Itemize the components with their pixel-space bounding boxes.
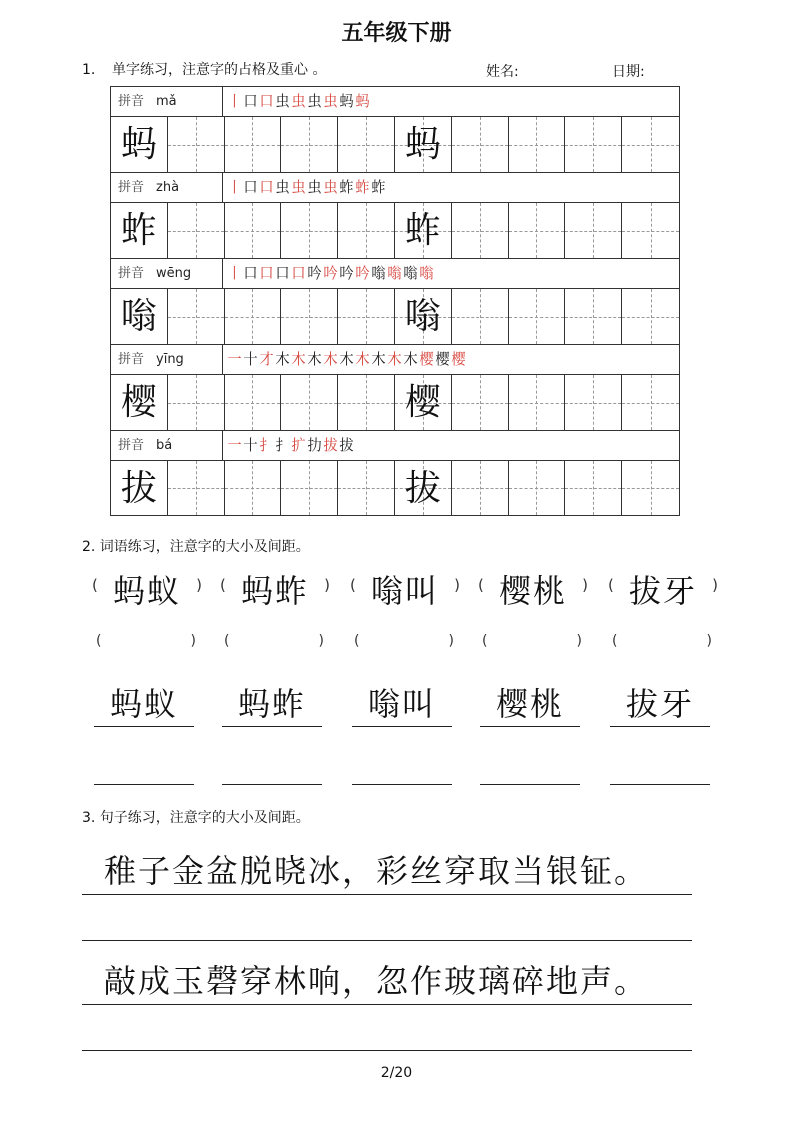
stroke-step: 嗡 [419,264,435,282]
practice-cell[interactable] [338,461,395,515]
pinyin-label-cell [111,259,223,288]
close-paren: ) [324,576,330,594]
stroke-step: 拔 [323,436,339,454]
practice-cell[interactable] [225,203,282,258]
pinyin-answer-blank[interactable] [482,633,582,649]
pinyin-row [110,86,680,116]
pinyin-row [110,172,680,202]
trace-cell[interactable] [395,117,452,172]
stroke-step: 嗡 [387,264,403,282]
practice-cell[interactable] [509,117,566,172]
name-label: 姓名: [486,64,519,80]
stroke-step: 木 [275,350,291,368]
pinyin-value: wēng [156,266,192,281]
stroke-step: 木 [387,350,403,368]
character-row [110,202,680,258]
stroke-step: 口 [259,178,275,196]
page-title: 五年级下册 [341,21,452,46]
open-paren: ( [354,633,360,649]
sentence-trace-line[interactable] [82,894,692,895]
pinyin-label-cell [111,431,223,460]
character-row [110,116,680,172]
model-cell [111,203,168,258]
stroke-order [227,345,467,374]
close-paren: ) [576,633,582,649]
practice-cell[interactable] [509,289,566,344]
word-writing-line[interactable] [222,784,322,785]
stroke-step: 口 [243,178,259,196]
pinyin-row [110,430,680,460]
stroke-step: 吟 [307,264,323,282]
stroke-step: 木 [403,350,419,368]
close-paren: ) [448,633,454,649]
practice-cell[interactable] [338,203,395,258]
stroke-step: 丨 [227,92,243,110]
page-number: 2/20 [380,1065,413,1081]
model-character: 蚂 [120,124,157,165]
pinyin-label: 拼音 [118,266,145,281]
character-row [110,374,680,430]
open-paren: ( [220,576,226,594]
close-paren: ) [190,633,196,649]
trace-character: 蚱 [404,210,441,251]
trace-cell[interactable] [395,203,452,258]
stroke-step: 蚱 [371,178,387,196]
word-text: 拔牙 [628,572,697,610]
stroke-step: 口 [259,92,275,110]
pinyin-label: 拼音 [118,352,145,367]
word-trace-line[interactable] [352,682,452,727]
pinyin-label-cell [111,87,223,116]
practice-cell[interactable] [168,289,225,344]
sentence-writing-line[interactable] [82,940,692,941]
word-trace-text: 拔牙 [625,685,694,723]
stroke-step: 扩 [291,436,307,454]
stroke-step: 虫 [291,92,307,110]
open-paren: ( [482,633,488,649]
stroke-step: 嗡 [403,264,419,282]
open-paren: ( [224,633,230,649]
pinyin-row [110,344,680,374]
stroke-step: 木 [339,350,355,368]
pinyin-label: 拼音 [118,94,145,109]
word-trace-line[interactable] [222,682,322,727]
stroke-step: 蚂 [355,92,371,110]
pinyin-value: zhà [156,180,180,195]
stroke-step: 樱 [419,350,435,368]
open-paren: ( [96,633,102,649]
practice-cell[interactable] [338,375,395,430]
practice-cell[interactable] [622,375,679,430]
section1-number: 1. [82,62,96,78]
word-model [478,566,588,616]
practice-cell[interactable] [509,375,566,430]
practice-cell[interactable] [168,117,225,172]
trace-cell[interactable] [395,289,452,344]
pinyin-value: bá [156,438,173,453]
stroke-step: 扌 [259,436,275,454]
practice-cell[interactable] [622,289,679,344]
section2-heading: 2. 词语练习，注意字的大小及间距。 [82,539,310,555]
practice-cell[interactable] [565,117,622,172]
stroke-order [227,431,355,460]
stroke-step: 十 [243,350,259,368]
close-paren: ) [706,633,712,649]
word-model [220,566,330,616]
stroke-order [227,173,387,202]
open-paren: ( [608,576,614,594]
stroke-step: 樱 [451,350,467,368]
word-writing-line[interactable] [610,784,710,785]
close-paren: ) [712,576,718,594]
practice-cell[interactable] [452,461,509,515]
word-trace-line[interactable] [94,682,194,727]
close-paren: ) [582,576,588,594]
practice-cell[interactable] [565,289,622,344]
practice-cell[interactable] [622,117,679,172]
character-row [110,288,680,344]
stroke-step: 虫 [323,92,339,110]
word-trace-text: 蚂蚁 [109,685,178,723]
stroke-order [227,87,371,116]
stroke-step: 木 [291,350,307,368]
practice-cell[interactable] [168,461,225,515]
stroke-step: 木 [355,350,371,368]
word-trace-line[interactable] [610,682,710,727]
pinyin-row [110,258,680,288]
stroke-step: 扌 [275,436,291,454]
stroke-step: 虫 [307,92,323,110]
stroke-step: 虫 [291,178,307,196]
word-model [350,566,460,616]
stroke-step: 蚂 [339,92,355,110]
practice-cell[interactable] [281,117,338,172]
model-character: 蚱 [120,210,157,251]
stroke-order [227,259,435,288]
stroke-step: 一 [227,436,243,454]
trace-character: 樱 [404,382,441,423]
word-writing-line[interactable] [352,784,452,785]
practice-cell[interactable] [168,375,225,430]
pinyin-label: 拼音 [118,180,145,195]
stroke-step: 木 [371,350,387,368]
practice-cell[interactable] [281,203,338,258]
word-text: 嗡叫 [370,572,439,610]
practice-cell[interactable] [565,461,622,515]
stroke-step: 口 [259,264,275,282]
stroke-step: 木 [307,350,323,368]
pinyin-value: mǎ [156,94,177,109]
trace-cell[interactable] [395,375,452,430]
practice-cell[interactable] [622,461,679,515]
open-paren: ( [478,576,484,594]
practice-cell[interactable] [622,203,679,258]
close-paren: ) [318,633,324,649]
model-cell [111,289,168,344]
model-cell [111,117,168,172]
word-text: 蚂蚁 [112,572,181,610]
stroke-step: 口 [275,264,291,282]
open-paren: ( [92,576,98,594]
practice-cell[interactable] [452,203,509,258]
pinyin-answer-blank[interactable] [612,633,712,649]
practice-cell[interactable] [281,461,338,515]
trace-character: 嗡 [404,296,441,337]
pinyin-answer-blank[interactable] [224,633,324,649]
stroke-step: 口 [291,264,307,282]
practice-cell[interactable] [225,117,282,172]
close-paren: ) [454,576,460,594]
word-writing-line[interactable] [94,784,194,785]
stroke-step: 虫 [323,178,339,196]
stroke-step: 口 [243,92,259,110]
word-model [92,566,202,616]
pinyin-answer-blank[interactable] [96,633,196,649]
stroke-step: 蚱 [339,178,355,196]
stroke-step: 丨 [227,178,243,196]
word-model [608,566,718,616]
practice-cell[interactable] [565,375,622,430]
sentence-text: 稚子金盆脱晓冰，彩丝穿取当银钲。 [104,852,649,890]
stroke-step: 一 [227,350,243,368]
word-trace-text: 樱桃 [495,685,564,723]
practice-cell[interactable] [338,289,395,344]
stroke-step: 木 [323,350,339,368]
practice-cell[interactable] [509,461,566,515]
pinyin-value: yīng [156,352,184,367]
trace-cell[interactable] [395,461,452,515]
model-cell [111,461,168,515]
stroke-step: 虫 [275,92,291,110]
stroke-step: 虫 [275,178,291,196]
date-label: 日期: [612,64,645,80]
stroke-step: 吟 [355,264,371,282]
practice-cell[interactable] [225,289,282,344]
stroke-step: 吟 [339,264,355,282]
practice-cell[interactable] [168,203,225,258]
pinyin-label-cell [111,173,223,202]
character-practice-grid [110,86,680,516]
practice-cell[interactable] [225,461,282,515]
character-row [110,460,680,516]
word-trace-line[interactable] [480,682,580,727]
model-cell [111,375,168,430]
open-paren: ( [350,576,356,594]
stroke-step: 扐 [307,436,323,454]
sentence-writing-line[interactable] [82,1050,692,1051]
pinyin-label-cell [111,345,223,374]
sentence-trace-line[interactable] [82,1004,692,1005]
practice-cell[interactable] [452,375,509,430]
practice-cell[interactable] [281,375,338,430]
trace-character: 拔 [404,468,441,509]
stroke-step: 蚱 [355,178,371,196]
section1-heading [82,59,326,79]
practice-cell[interactable] [225,375,282,430]
stroke-step: 吟 [323,264,339,282]
pinyin-answer-blank[interactable] [354,633,454,649]
pinyin-label: 拼音 [118,438,145,453]
stroke-step: 丨 [227,264,243,282]
stroke-step: 口 [243,264,259,282]
practice-cell[interactable] [509,203,566,258]
section1-instruction: 单字练习，注意字的占格及重心 。 [112,62,327,78]
stroke-step: 十 [243,436,259,454]
word-text: 蚂蚱 [240,572,309,610]
section3-heading: 3. 句子练习，注意字的大小及间距。 [82,810,310,826]
open-paren: ( [612,633,618,649]
stroke-step: 嗡 [371,264,387,282]
model-character: 嗡 [120,296,157,337]
stroke-step: 樱 [435,350,451,368]
practice-cell[interactable] [281,289,338,344]
practice-cell[interactable] [565,203,622,258]
stroke-step: 虫 [307,178,323,196]
stroke-step: 才 [259,350,275,368]
practice-cell[interactable] [338,117,395,172]
word-writing-line[interactable] [480,784,580,785]
word-trace-text: 嗡叫 [367,685,436,723]
practice-cell[interactable] [452,289,509,344]
stroke-step: 拔 [339,436,355,454]
trace-character: 蚂 [404,124,441,165]
practice-cell[interactable] [452,117,509,172]
model-character: 拔 [120,468,157,509]
model-character: 樱 [120,382,157,423]
word-text: 樱桃 [498,572,567,610]
sentence-text: 敲成玉磬穿林响，忽作玻璃碎地声。 [104,962,649,1000]
close-paren: ) [196,576,202,594]
word-trace-text: 蚂蚱 [237,685,306,723]
